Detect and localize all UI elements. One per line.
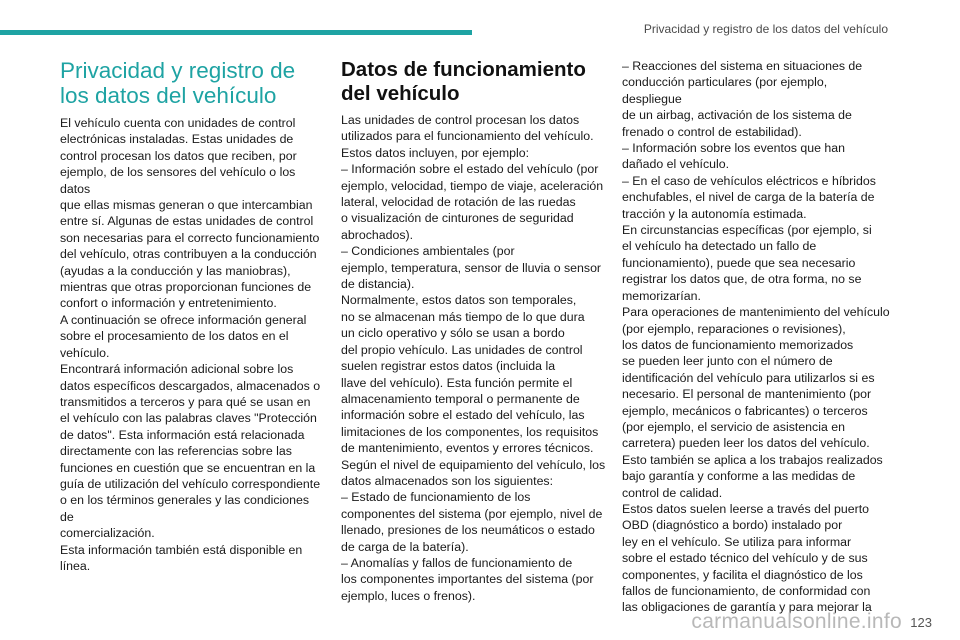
page-number: 123 bbox=[910, 615, 932, 630]
right-column bbox=[622, 58, 890, 616]
operating-data-paragraph: Las unidades de control procesan los datos utilizados para el funcionamiento del vehículo. Estos datos incluyen, por ejemplo: – Información sobre el estado del vehículo (por ejemplo, velocidad, tiempo de viaje, aceleración lateral, velocidad de rotación de las ruedas o visualización de cinturones de seguridad abrochados). – Condiciones ambientales (por ejemplo, temperatura, sensor de lluvia o sensor de distancia). Normalmente, estos datos son temporales, no se almacenan más tiempo de lo que dura un ciclo operativo y sólo se usan a bordo del propio vehículo. Las unidades de control suelen registrar estos datos (incluida la llave del vehículo). Esta función permite el almacenamiento temporal o permanente de información sobre el estado del vehículo, las limitaciones de los componentes, los requisitos de mantenimiento, eventos y errores técnicos. Según el nivel de equipamiento del vehículo, los datos almacenados son los siguientes: – Estado de funcionamiento de los componentes del sistema (por ejemplo, nivel de llenado, presiones de los neumáticos o estado de carga de la batería). – Anomalías y fallos de funcionamiento de los componentes importantes del sistema (por ejemplo, luces o frenos). bbox=[341, 113, 606, 603]
intro-paragraph: El vehículo cuenta con unidades de control electrónicas instaladas. Estas unidades de control procesan los datos que reciben, por ejemplo, de los sensores del vehículo o los datos que ellas mismas generan o que intercambian entre sí. Algunas de estas unidades de control son necesarias para el correcto funcionamiento del vehículo, otras contribuyen a la conducción (ayudas a la conducción y las maniobras), mientras que otras proporcionan funciones de confort o información y entretenimiento. A continuación se ofrece información general sobre el procesamiento de los datos en el vehículo. Encontrará información adicional sobre los datos específicos descargados, almacenados o transmitidos a terceros y para qué se usan en el vehículo con las palabras claves "Protección de datos". Esta información está relacionada directamente con las referencias sobre las funciones en cuestión que se encuentran en la guía de utilización del vehículo correspondiente o en los términos generales y las condiciones de comercialización. Esta información también está disponible en línea. bbox=[60, 116, 321, 573]
section-title: Privacidad y registro de los datos del vehículo bbox=[60, 58, 296, 108]
running-header: Privacidad y registro de los datos del vehículo bbox=[643, 22, 888, 36]
subsection-title: Datos de funcionamiento del vehículo bbox=[341, 58, 586, 105]
header-accent-bar bbox=[0, 30, 472, 35]
continued-paragraph: – Reacciones del sistema en situaciones de conducción particulares (por ejemplo, despliegue de un airbag, activación de los sistema de frenado o control de estabilidad). – Información sobre los eventos que han dañado el vehículo. – En el caso de vehículos eléctricos e híbridos enchufables, el nivel de carga de la batería de tracción y la autonomía estimada. En circunstancias específicas (por ejemplo, si el vehículo ha detectado un fallo de funcionamiento), puede que sea necesario registrar los datos que, de otra forma, no se memorizarían. Para operaciones de mantenimiento del vehículo (por ejemplo, reparaciones o revisiones), los datos de funcionamiento memorizados se pueden leer junto con el número de identificación del vehículo para utilizarlos si es necesario. El personal de mantenimiento (por ejemplo, mecánicos o fabricantes) o terceros (por ejemplo, el servicio de asistencia en carretera) pueden leer los datos del vehículo. Esto también se aplica a los trabajos realizados bajo garantía y conforme a las medidas de control de calidad. Estos datos suelen leerse a través del puerto OBD (diagnóstico a bordo) instalado por ley en el vehículo. Se utiliza para informar sobre el estado técnico del vehículo y de sus componentes, y facilita el diagnóstico de los fallos de funcionamiento, de conformidad con las obligaciones de garantía y para mejorar la bbox=[622, 59, 890, 615]
left-column bbox=[60, 58, 325, 574]
middle-column bbox=[341, 58, 607, 604]
watermark: carmanualsonline.info bbox=[691, 610, 902, 633]
